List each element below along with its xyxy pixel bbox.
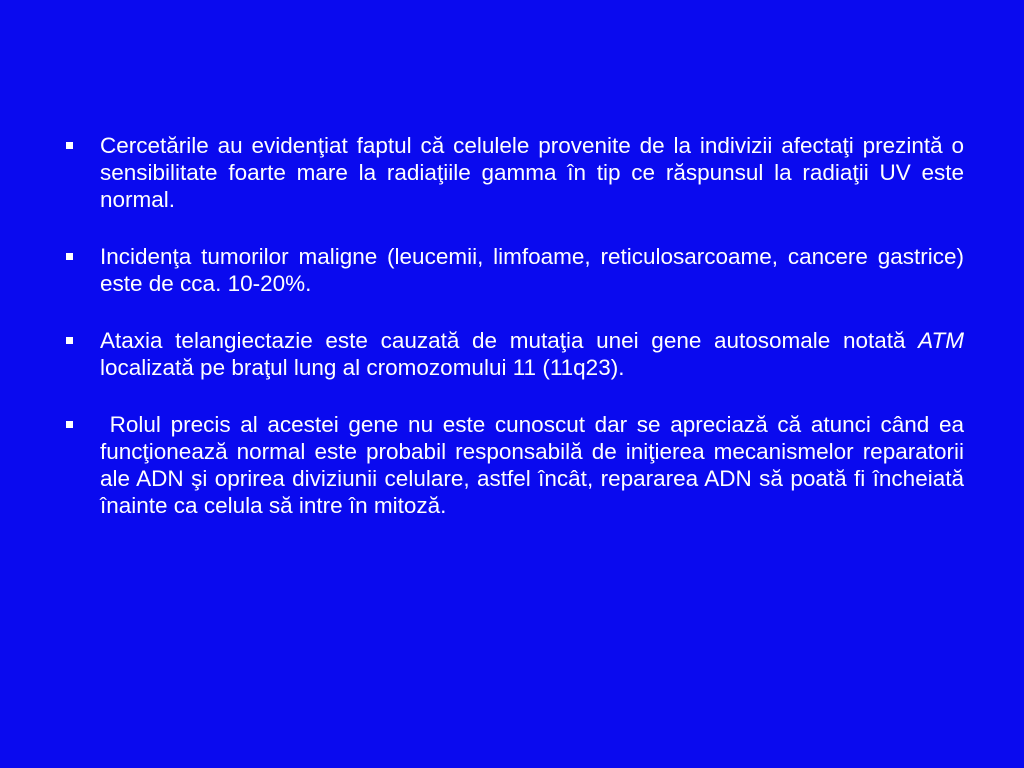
bullet-item [62,132,964,213]
bullet-item [62,411,971,519]
bullet-text [100,327,964,381]
bullet-list [62,132,971,549]
bullet-text: Incidenţa tumorilor maligne (leucemii, limfoame, reticulosarcoame, cancere gastrice) este de cca. 10-20%. [100,244,964,296]
bullet-item [62,327,964,381]
bullet-text: Rolul precis al acestei gene nu este cunoscut dar se apreciază că atunci când ea funcţionează normal este probabil responsabilă de iniţierea mecanismelor reparatorii ale ADN şi oprirea diviziunii celulare, astfel încât, repararea ADN să poată fi încheiată înainte ca celula să intre în mitoză. [100,412,971,518]
bullet-text-part: localizată pe braţul lung al cromozomului 11 (11q23). [100,355,625,380]
gene-name-italic: ATM [918,328,964,353]
bullet-text: Cercetările au evidenţiat faptul că celulele provenite de la indivizii afectaţi prezintă o sensibilitate foarte mare la radiaţiile gamma în tip ce răspunsul la radiaţii UV este normal. [100,133,964,212]
square-bullet-icon [66,253,73,260]
bullet-text-part: Ataxia telangiectazie este cauzată de mutaţia unei gene autosomale notată [100,328,919,353]
bullet-item [62,243,964,297]
square-bullet-icon [66,421,73,428]
square-bullet-icon [66,337,73,344]
square-bullet-icon [66,142,73,149]
